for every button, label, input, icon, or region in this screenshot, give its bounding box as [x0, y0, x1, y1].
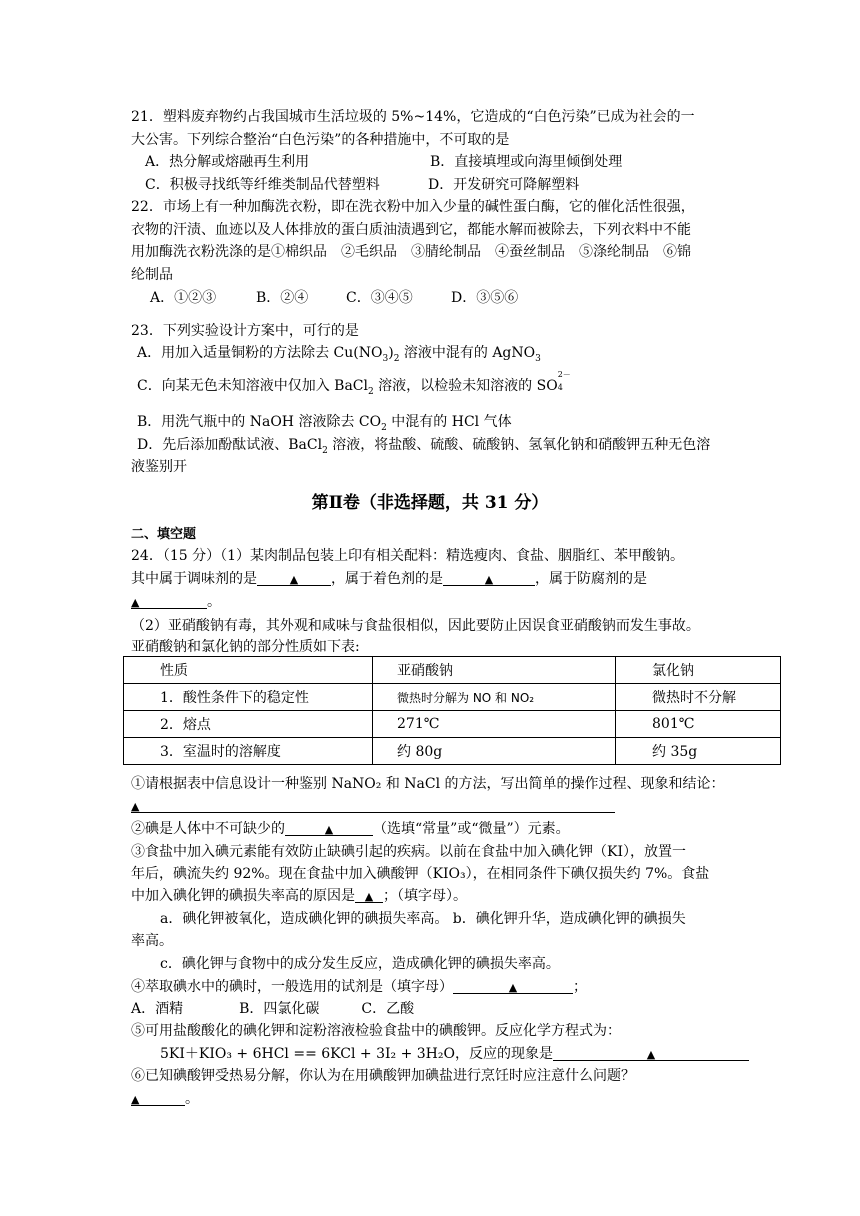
table-header-cell: 氯化钠: [616, 657, 781, 684]
table-row: [124, 738, 781, 765]
q22-option-b: B．②④: [256, 290, 309, 306]
q22-option-d: D．③⑤⑥: [451, 290, 519, 306]
answer-blank-reason[interactable]: ▲: [355, 886, 383, 903]
q24-line1: 24．（15 分）（1）某肉制品包装上印有相关配料：精选瘦肉、食盐、胭脂红、苯甲酸钠。: [131, 548, 684, 564]
answer-blank-colorant[interactable]: ▲: [443, 569, 535, 586]
q21-option-c: C．积极寻找纸等纤维类制品代替塑料: [145, 177, 380, 193]
table-cell: 2．熔点: [124, 711, 373, 738]
q24-sub3-line3: 中加入碘化钾的碘损失率高的原因是 ▲ ；（填字母）。: [131, 888, 467, 904]
q24-part2-line1: （2）亚硝酸钠有毒，其外观和咸味与食盐很相似，因此要防止因误食亚硝酸钠而发生事故。: [131, 618, 700, 634]
answer-blank-cooking-note[interactable]: ▲: [131, 1089, 185, 1106]
q24-sub3-line1: ③食盐中加入碘元素能有效防止缺碘引起的疾病。以前在食盐中加入碘化钾（KI），放置一: [131, 844, 686, 860]
q24-sub1-answer-line: [131, 796, 615, 816]
q24-sub5-equation: 5KI＋KIO₃ + 6HCl == 6KCl + 3I₂ + 3H₂O，反应的现象是 ▲: [160, 1044, 749, 1064]
q23-option-c: C．向某无色未知溶液中仅加入 BaCl$_2$ 溶液，以检验未知溶液的 SO 2－ 4: [137, 370, 571, 397]
q21-option-a: A．热分解或熔融再生利用: [145, 154, 310, 170]
answer-blank-iodine-type[interactable]: ▲: [285, 819, 373, 836]
q24-line3: ▲ 。: [131, 594, 221, 610]
q24-sub6: ⑥已知碘酸钾受热易分解，你认为在用碘酸钾加碘盐进行烹饪时应注意什么问题？: [131, 1068, 635, 1084]
q24-sub3-line2: 年后，碘流失约 92%。现在食盐中加入碘酸钾（KIO₃），在相同条件下碘仅损失约 7%。食盐: [131, 866, 710, 882]
q22-option-c: C．③④⑤: [346, 290, 413, 306]
q24-line2: 其中属于调味剂的是 ▲ ，属于着色剂的是 ▲ ，属于防腐剂的是: [131, 571, 647, 587]
table-cell: 微热时分解为 NO 和 NO₂: [373, 684, 616, 711]
q24-sub3-option-ab: a．碘化钾被氧化，造成碘化钾的碘损失率高。 b．碘化钾升华，造成碘化钾的碘损失: [160, 911, 686, 927]
q24-sub3-option-c: c．碘化钾与食物中的成分发生反应，造成碘化钾的碘损失率高。: [160, 956, 560, 972]
table-cell: 约 80g: [373, 738, 616, 765]
section-fill-in-heading: 二、填空题: [131, 527, 197, 542]
q23-option-d-line2: 液鉴别开: [131, 459, 187, 475]
q21-option-d: D．开发研究可降解塑料: [428, 177, 580, 193]
table-cell: 微热时不分解: [616, 684, 781, 711]
q21-option-b: B．直接填埋或向海里倾倒处理: [430, 154, 623, 170]
table-header-cell: 性质: [124, 657, 373, 684]
q23-stem: 23．下列实验设计方案中，可行的是: [131, 323, 359, 339]
q23-option-d-line1: D．先后添加酚酞试液、BaCl$_2$ 溶液，将盐酸、硫酸、硫酸钠、氢氧化钠和硝酸钾五种无色溶: [137, 437, 711, 456]
table-header-row: [124, 657, 781, 684]
q24-sub1: ①请根据表中信息设计一种鉴别 NaNO₂ 和 NaCl 的方法，写出简单的操作过程、现象和结论：: [131, 776, 725, 792]
q23-option-a: A．用加入适量铜粉的方法除去 $Cu(NO_3)_2$ 溶液中混有的 AgNO$_3$: [137, 345, 541, 364]
q22-option-a: A．①②③: [150, 290, 217, 306]
answer-blank-phenomenon[interactable]: ▲: [553, 1044, 749, 1061]
table-cell: 3．室温时的溶解度: [124, 738, 373, 765]
q24-sub3-option-ab-cont: 率高。: [131, 933, 173, 949]
q24-sub6-answer-line: ▲ 。: [131, 1091, 199, 1107]
table-cell: 1．酸性条件下的稳定性: [124, 684, 373, 711]
table-cell: 约 35g: [616, 738, 781, 765]
q24-sub4: ④萃取碘水中的碘时，一般选用的试剂是（填字母） ▲ ；: [131, 979, 587, 995]
answer-blank-preservative[interactable]: ▲: [131, 592, 207, 609]
q24-part2-line2: 亚硝酸钠和氯化钠的部分性质如下表:: [131, 639, 360, 655]
q24-sub4-options: A．酒精 B．四氯化碳 C．乙酸: [131, 1001, 415, 1017]
q21-stem-line2: 大公害。下列综合整治“白色污染”的各种措施中，不可取的是: [131, 132, 510, 148]
table-row: [124, 711, 781, 738]
q21-stem-line1: 21．塑料废弃物约占我国城市生活垃圾的 5%~14%，它造成的“白色污染”已成为社会的一: [131, 109, 695, 125]
q23-option-b: B．用洗气瓶中的 NaOH 溶液除去 $CO_2$ 中混有的 HCl 气体: [137, 414, 512, 433]
q24-sub2: ②碘是人体中不可缺少的 ▲ （选填“常量”或“微量”）元素。: [131, 821, 570, 837]
q22-stem-line2: 衣物的汗渍、血迹以及人体排放的蛋白质油渍遇到它，都能水解而被除去，下列衣料中不能: [131, 222, 691, 238]
part2-title: 第Ⅱ卷（非选择题，共 31 分）: [311, 493, 549, 513]
q22-stem-line1: 22．市场上有一种加酶洗衣粉，即在洗衣粉中加入少量的碱性蛋白酶，它的催化活性很强，: [131, 199, 695, 215]
answer-blank-identification[interactable]: ▲: [131, 796, 615, 813]
table-cell: 271℃: [373, 711, 616, 738]
table-header-cell: 亚硝酸钠: [373, 657, 616, 684]
table-row: [124, 684, 781, 711]
table-cell: 801℃: [616, 711, 781, 738]
q24-sub5: ⑤可用盐酸酸化的碘化钾和淀粉溶液检验食盐中的碘酸钾。反应化学方程式为：: [131, 1023, 621, 1039]
properties-table: [123, 656, 781, 765]
answer-blank-seasoning[interactable]: ▲: [257, 569, 331, 586]
q22-stem-line4: 纶制品: [131, 267, 173, 283]
answer-blank-extractant[interactable]: ▲: [453, 977, 573, 994]
q22-stem-line3: 用加酶洗衣粉洗涤的是①棉织品 ②毛织品 ③腈纶制品 ④蚕丝制品 ⑤涤纶制品 ⑥锦: [131, 244, 691, 260]
